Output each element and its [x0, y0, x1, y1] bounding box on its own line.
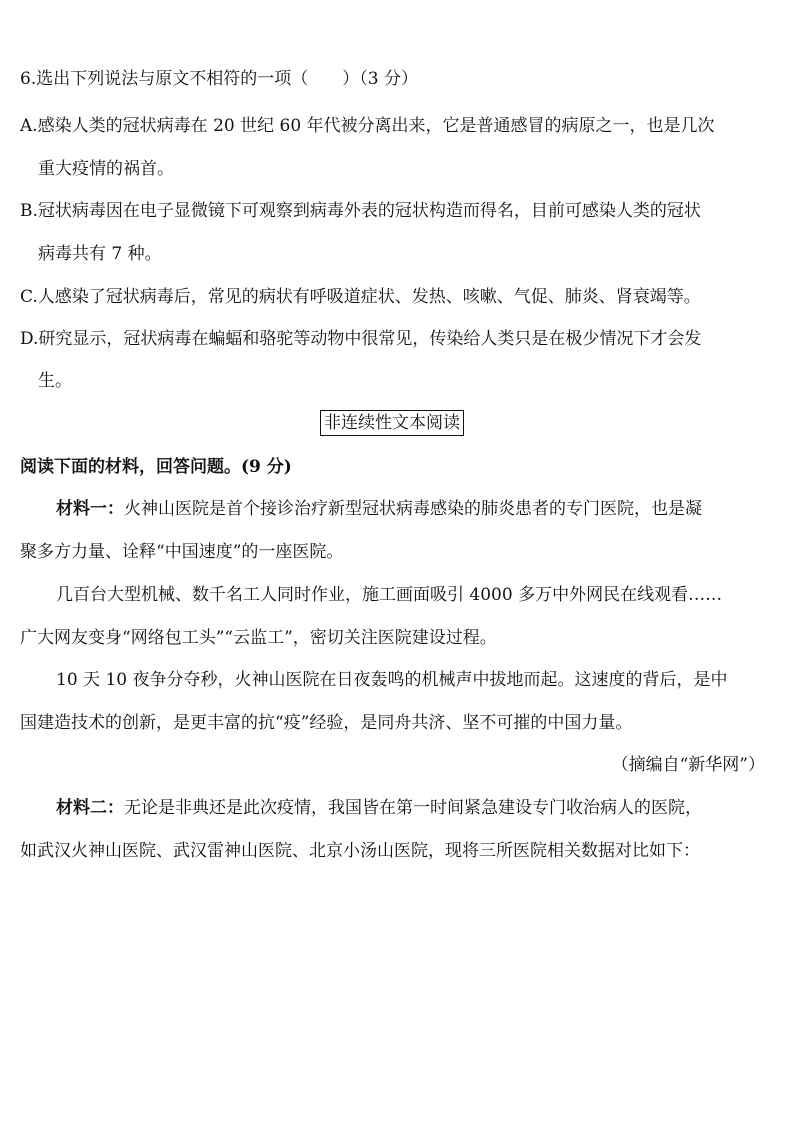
option-a-line2: 重大疫情的祸首。 [38, 159, 174, 179]
option-b-line2: 病毒共有 7 种。 [38, 244, 162, 264]
section-title: 非连续性文本阅读 [320, 410, 464, 436]
option-d-line2: 生。 [38, 371, 72, 391]
option-d-line1: D.研究显示，冠状病毒在蝙蝠和骆驼等动物中很常见，传染给人类只是在极少情况下才会发 [20, 329, 702, 349]
material-2-label: 材料二： [56, 798, 124, 818]
material-2-para1-text: 无论是非典还是此次疫情，我国皆在第一时间紧急建设专门收治病人的医院， [124, 798, 702, 818]
material-1-label: 材料一： [56, 499, 124, 519]
material-1-para3-line1: 10 天 10 夜争分夺秒，火神山医院在日夜轰鸣的机械声中拔地而起。这速度的背后，是中 [56, 670, 728, 690]
material-2-para1-line1 [56, 797, 702, 819]
material-1-para2-line2: 广大网友变身“网络包工头”“云监工”，密切关注医院建设过程。 [20, 628, 497, 648]
material-1-para2-line1: 几百台大型机械、数千名工人同时作业，施工画面吸引 4000 多万中外网民在线观看…… [56, 585, 723, 605]
material-1-para1-line1 [56, 498, 702, 520]
material-1-para1-line2: 聚多方力量、诠释“中国速度”的一座医院。 [20, 542, 344, 562]
material-1-source: （摘编自“新华网”） [611, 755, 765, 775]
material-2-para1-line2: 如武汉火神山医院、武汉雷神山医院、北京小汤山医院，现将三所医院相关数据对比如下： [20, 841, 700, 861]
question-6-stem: 6.选出下列说法与原文不相符的一项（ ）（3 分） [20, 69, 418, 89]
option-c-line1: C.人感染了冠状病毒后，常见的病状有呼吸道症状、发热、咳嗽、气促、肺炎、肾衰竭等。 [20, 287, 701, 307]
option-b-line1: B.冠状病毒因在电子显微镜下可观察到病毒外表的冠状构造而得名，目前可感染人类的冠状 [20, 201, 701, 221]
material-1-para1-text: 火神山医院是首个接诊治疗新型冠状病毒感染的肺炎患者的专门医院，也是凝 [124, 499, 702, 519]
option-a-line1: A.感染人类的冠状病毒在 20 世纪 60 年代被分离出来，它是普通感冒的病原之一，也是几次 [20, 116, 715, 136]
material-1-para3-line2: 国建造技术的创新，是更丰富的抗“疫”经验，是同舟共济、坚不可摧的中国力量。 [20, 713, 633, 733]
reading-instruction: 阅读下面的材料，回答问题。(9 分) [20, 457, 292, 477]
